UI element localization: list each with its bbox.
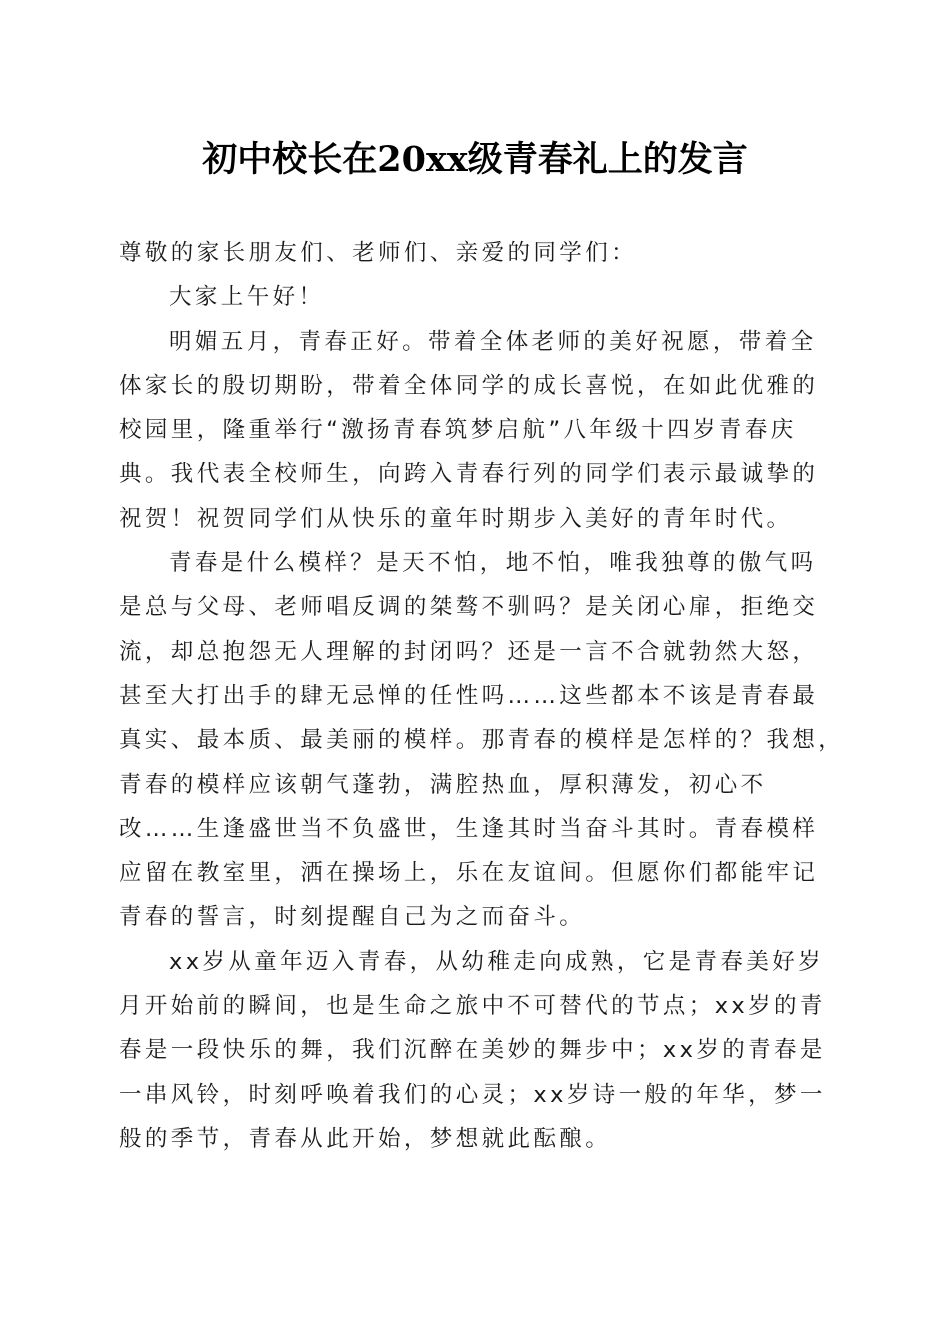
paragraph-line: 祝贺！祝贺同学们从快乐的童年时期步入美好的青年时代。	[119, 505, 793, 532]
paragraph-line: 月开始前的瞬间，也是生命之旅中不可替代的节点；xx岁的青	[119, 993, 826, 1020]
paragraph-line: 甚至大打出手的肆无忌惮的任性吗……这些都本不该是青春最	[119, 682, 819, 709]
paragraph-line: 般的季节，青春从此开始，梦想就此酝酿。	[119, 1125, 612, 1152]
salutation: 尊敬的家长朋友们、老师们、亲爱的同学们：	[119, 240, 638, 266]
document-body	[119, 231, 845, 1161]
paragraph-line: xx岁从童年迈入青春，从幼稚走向成熟，它是青春美好岁	[169, 948, 825, 975]
document-title: 初中校长在20xx级青春礼上的发言	[202, 139, 748, 180]
greeting: 大家上午好！	[169, 284, 325, 311]
paragraph-line: 春是一段快乐的舞，我们沉醉在美妙的舞步中；xx岁的青春是	[119, 1037, 826, 1064]
paragraph-line: 校园里，隆重举行“激扬青春筑梦启航”八年级十四岁青春庆	[119, 417, 797, 444]
paragraph-2	[119, 541, 845, 940]
paragraph-line: 青春的誓言，时刻提醒自己为之而奋斗。	[119, 904, 586, 931]
paragraph-line: 明媚五月，青春正好。带着全体老师的美好祝愿，带着全	[169, 328, 817, 355]
paragraph-1	[119, 320, 839, 541]
paragraph-line: 体家长的殷切期盼，带着全体同学的成长喜悦，在如此优雅的	[119, 372, 819, 399]
paragraph-line: 青春的模样应该朝气蓬勃，满腔热血，厚积薄发，初心不	[119, 771, 767, 798]
paragraph-line: 流，却总抱怨无人理解的封闭吗？还是一言不合就勃然大怒，	[119, 638, 819, 665]
paragraph-line: 应留在教室里，洒在操场上，乐在友谊间。但愿你们都能牢记	[119, 860, 819, 887]
paragraph-line: 是总与父母、老师唱反调的桀骜不驯吗？是关闭心扉，拒绝交	[119, 594, 819, 621]
paragraph-line: 一串风铃，时刻呼唤着我们的心灵；xx岁诗一般的年华，梦一	[119, 1081, 826, 1108]
paragraph-line: 青春是什么模样？是天不怕，地不怕，唯我独尊的傲气吗	[169, 550, 817, 577]
paragraph-line: 改……生逢盛世当不负盛世，生逢其时当奋斗其时。青春模样	[119, 815, 819, 842]
paragraph-line: 真实、最本质、最美丽的模样。那青春的模样是怎样的？我想，	[119, 727, 845, 754]
paragraph-line: 典。我代表全校师生，向跨入青春行列的同学们表示最诚挚的	[119, 461, 819, 488]
paragraph-3	[119, 940, 839, 1161]
